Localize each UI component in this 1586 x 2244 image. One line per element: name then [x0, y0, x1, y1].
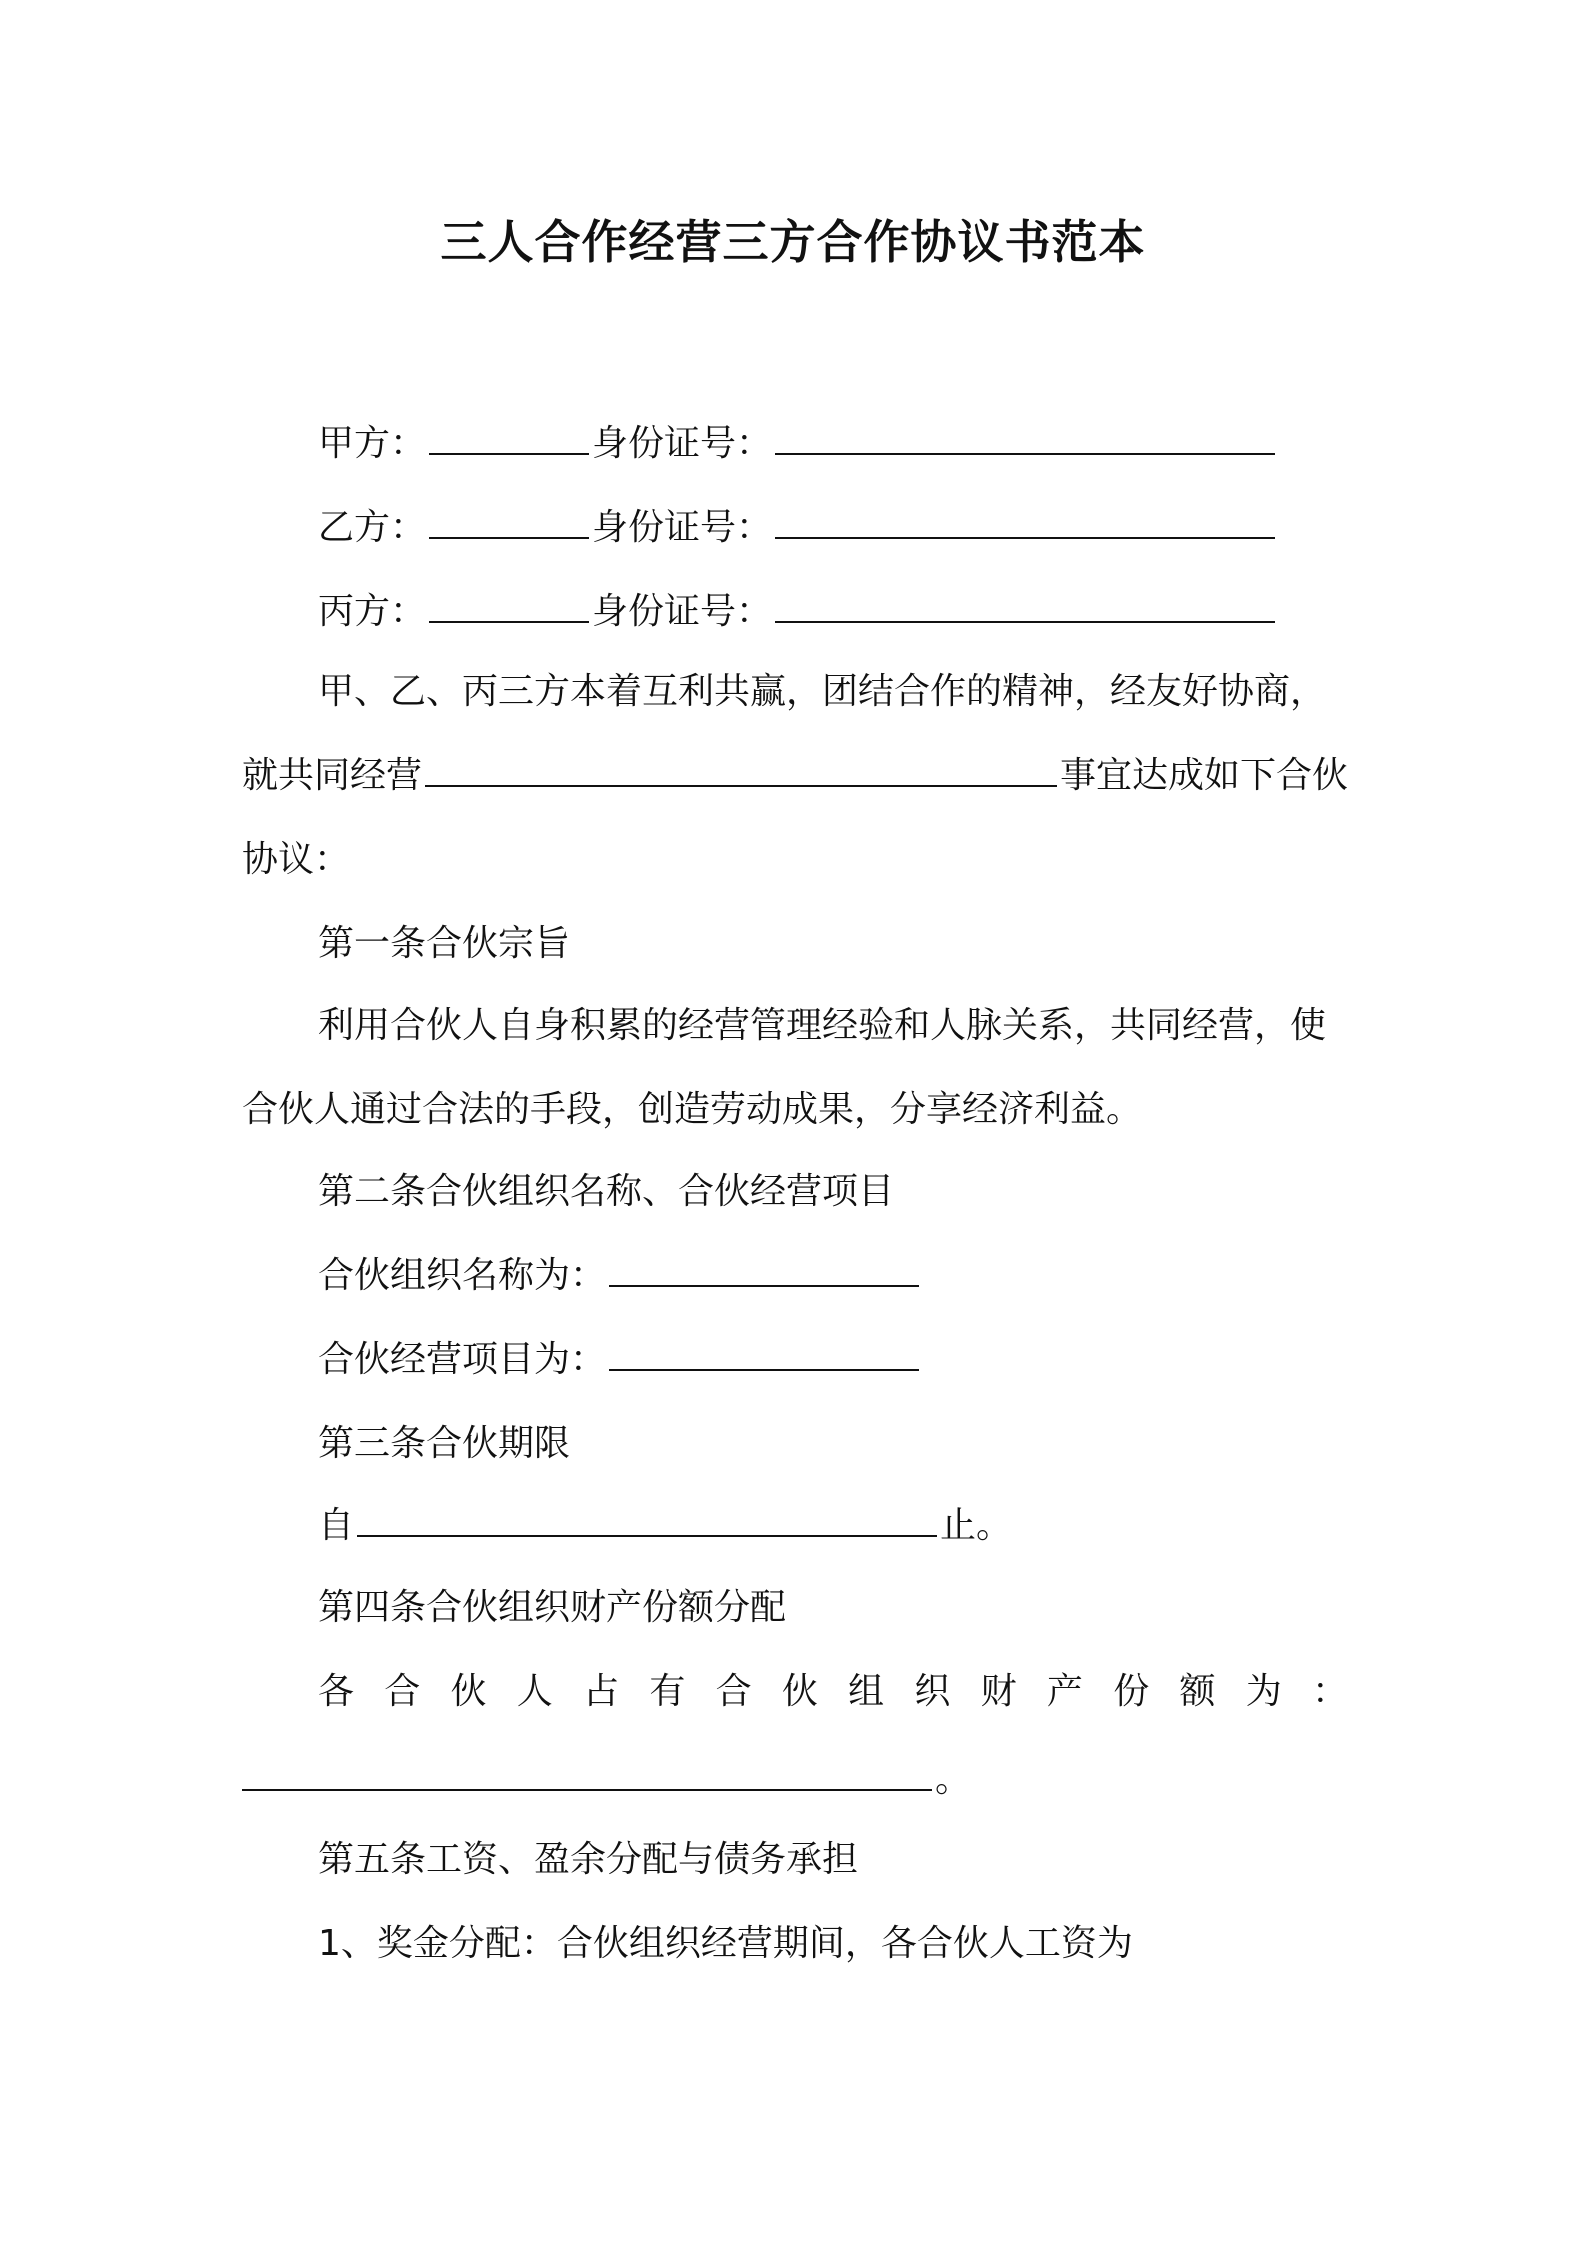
- share-char: 占: [583, 1671, 620, 1712]
- share-char: 组: [848, 1671, 885, 1712]
- article-5-item-1: 1、奖金分配：合伙组织经营期间，各合伙人工资为: [318, 1923, 1133, 1964]
- share-blank[interactable]: [242, 1757, 932, 1791]
- share-blank-line: [242, 1754, 971, 1806]
- party-b-id-label: 身份证号：: [592, 507, 773, 548]
- term-from: 自: [318, 1505, 355, 1546]
- party-a-id-blank[interactable]: [775, 421, 1275, 455]
- party-b-line: [318, 502, 1278, 554]
- party-c-line: [318, 586, 1278, 638]
- share-char: 份: [1113, 1671, 1150, 1712]
- article-2-heading: 第二条合伙组织名称、合伙经营项目: [318, 1171, 895, 1212]
- share-char: 为: [1245, 1671, 1282, 1712]
- term-line: [318, 1500, 1012, 1552]
- org-name-line: [318, 1250, 922, 1302]
- party-a-name-blank[interactable]: [429, 421, 589, 455]
- party-c-label: 丙方：: [318, 591, 427, 632]
- share-char: 织: [914, 1671, 951, 1712]
- share-line: [318, 1666, 1348, 1718]
- share-char: 人: [516, 1671, 553, 1712]
- share-char: 额: [1179, 1671, 1216, 1712]
- share-char: 伙: [450, 1671, 487, 1712]
- party-c-name-blank[interactable]: [429, 589, 589, 623]
- article-3-heading: 第三条合伙期限: [318, 1423, 571, 1464]
- article-1-line-2: 合伙人通过合法的手段，创造劳动成果，分享经济利益。: [242, 1089, 1143, 1130]
- party-b-label: 乙方：: [318, 507, 427, 548]
- party-a-id-label: 身份证号：: [592, 423, 773, 464]
- party-c-id-blank[interactable]: [775, 589, 1275, 623]
- share-char: 各: [318, 1671, 355, 1712]
- share-char: 合: [384, 1671, 421, 1712]
- intro-line-2-start: 就共同经营: [242, 755, 423, 796]
- party-b-id-blank[interactable]: [775, 505, 1275, 539]
- article-4-heading: 第四条合伙组织财产份额分配: [318, 1587, 787, 1628]
- share-end: 。: [935, 1759, 972, 1800]
- project-label: 合伙经营项目为：: [318, 1339, 607, 1380]
- party-c-id-label: 身份证号：: [592, 591, 773, 632]
- share-char: 伙: [781, 1671, 818, 1712]
- project-blank[interactable]: [609, 1337, 919, 1371]
- share-char: 合: [715, 1671, 752, 1712]
- share-char: 有: [649, 1671, 686, 1712]
- share-char: 财: [980, 1671, 1017, 1712]
- article-5-heading: 第五条工资、盈余分配与债务承担: [318, 1839, 859, 1880]
- org-name-blank[interactable]: [609, 1253, 919, 1287]
- document-title: 三人合作经营三方合作协议书范本: [440, 215, 1146, 269]
- article-1-line-1: 利用合伙人自身积累的经营管理经验和人脉关系，共同经营，使: [318, 1005, 1327, 1046]
- party-a-label: 甲方：: [318, 423, 427, 464]
- party-a-line: [318, 418, 1278, 470]
- project-line: [318, 1334, 922, 1386]
- intro-line-1: 甲、乙、丙三方本着互利共赢，团结合作的精神，经友好协商，: [318, 671, 1327, 712]
- intro-line-2: [242, 750, 1348, 802]
- term-to: 止。: [940, 1505, 1013, 1546]
- share-char: 产: [1046, 1671, 1083, 1712]
- party-b-name-blank[interactable]: [429, 505, 589, 539]
- intro-line-3: 协议：: [242, 839, 351, 880]
- article-1-heading: 第一条合伙宗旨: [318, 923, 571, 964]
- intro-line-2-end: 事宜达成如下合伙: [1059, 755, 1348, 796]
- term-blank[interactable]: [357, 1503, 937, 1537]
- share-char: ：: [1311, 1671, 1348, 1712]
- org-name-label: 合伙组织名称为：: [318, 1255, 607, 1296]
- business-blank[interactable]: [425, 753, 1057, 787]
